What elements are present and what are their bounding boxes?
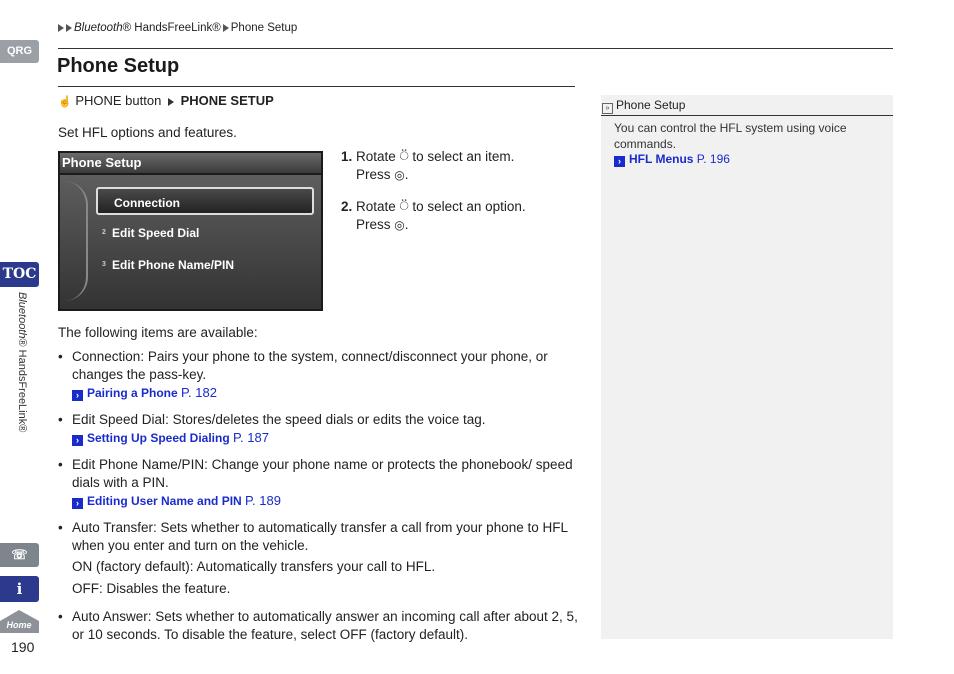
- option-off: [72, 580, 578, 598]
- item-name: Edit Phone Name/PIN: [72, 457, 205, 472]
- note-header: [601, 95, 893, 116]
- link-page[interactable]: P. 196: [696, 152, 730, 166]
- item-desc: , or: [72, 609, 578, 642]
- link-arrow-icon: ›: [72, 498, 83, 509]
- step-text: to select an item.: [412, 149, 515, 164]
- breadcrumb-arrow-icon: [66, 24, 72, 32]
- bullet-icon: •: [58, 349, 63, 364]
- breadcrumb-handsfreelink[interactable]: ® HandsFreeLink®: [122, 22, 221, 34]
- link-arrow-icon: ›: [614, 156, 625, 167]
- note-title: Phone Setup: [616, 98, 686, 112]
- link-hfl-menus[interactable]: [614, 152, 730, 167]
- step-text: Press: [356, 167, 391, 182]
- item-desc: : Sets whether to automatically transfer a call from your phone to HFL when you enter and turn on the vehicle.: [72, 520, 568, 553]
- step-text: Press: [356, 217, 391, 232]
- bullet-icon: •: [58, 609, 63, 624]
- breadcrumb-bluetooth[interactable]: Bluetooth: [74, 22, 123, 34]
- rotate-knob-icon: ⍥: [399, 148, 409, 165]
- page-number: 190: [11, 639, 35, 655]
- press-knob-icon: ◎: [394, 168, 405, 182]
- link-editing-user-name[interactable]: [72, 492, 578, 510]
- path-arrow-icon: [168, 98, 174, 106]
- bullet-icon: •: [58, 412, 63, 427]
- voice-command-icon: ☏: [11, 547, 28, 562]
- item-desc: : Change your phone name or protects the phonebook/ speed dials with a PIN.: [72, 457, 573, 490]
- step-number: 1.: [341, 149, 353, 164]
- link-page[interactable]: P. 189: [245, 493, 281, 508]
- button-path: [58, 93, 274, 108]
- item-name: Auto Answer: [72, 609, 148, 624]
- value: 2: [551, 609, 560, 624]
- press-knob-icon: ◎: [394, 218, 405, 232]
- list-item: [58, 411, 578, 447]
- link-pairing-a-phone[interactable]: [72, 384, 578, 402]
- item-desc: : Sets whether to automatically answer an incoming call after about: [147, 609, 552, 624]
- item-desc: : Stores/deletes the speed dials or edits the voice tag.: [165, 412, 486, 427]
- screen-item-num: 3: [102, 261, 106, 268]
- top-rule: [58, 48, 893, 49]
- link-text[interactable]: Setting Up Speed Dialing: [87, 431, 230, 445]
- title-rule: [58, 86, 575, 87]
- item-name: Auto Transfer: [72, 520, 154, 535]
- link-text[interactable]: Editing User Name and PIN: [87, 494, 242, 508]
- value: 10: [87, 627, 103, 642]
- step-text: Rotate: [356, 199, 396, 214]
- screen-item-num: 2: [102, 229, 106, 236]
- step-text: Rotate: [356, 149, 396, 164]
- info-icon: i: [16, 580, 23, 598]
- value: 5: [566, 609, 575, 624]
- screen-item-edit-phone-name: [96, 251, 314, 279]
- note-text: You can control the HFL system using voice commands.: [614, 121, 847, 151]
- screen-body: [60, 175, 321, 309]
- home-label: Home: [6, 620, 32, 630]
- rotate-knob-icon: ⍥: [399, 198, 409, 215]
- list-item: [58, 348, 578, 402]
- option-on: [72, 558, 578, 576]
- voice-tab[interactable]: [0, 543, 39, 567]
- screen-left-bezel: [64, 181, 88, 301]
- screen-item-label: Connection: [114, 196, 180, 210]
- screen-title: Phone Setup: [60, 153, 321, 173]
- step-number: 2.: [341, 199, 353, 214]
- chapter-vertical-label: [12, 292, 30, 462]
- screen-item-label: Edit Speed Dial: [112, 226, 200, 240]
- home-tab[interactable]: [0, 609, 39, 633]
- screen-item-connection: [96, 187, 314, 215]
- breadcrumb-current: Phone Setup: [230, 22, 298, 34]
- step-1: 1. Rotate ⍥ to select an item. Press ◎.: [341, 148, 515, 182]
- vertical-label-suffix: ® HandsFreeLink®: [16, 338, 28, 433]
- link-page[interactable]: P. 187: [233, 430, 269, 445]
- link-page[interactable]: P. 182: [181, 385, 217, 400]
- option-text: : Disables the feature.: [99, 581, 231, 596]
- item-desc: ,: [559, 609, 567, 624]
- item-desc: : Pairs your phone to the system, connect/disconnect your phone, or changes the pass-key.: [72, 349, 548, 382]
- page-title: Phone Setup: [57, 55, 180, 77]
- option-label: ON: [72, 559, 93, 574]
- link-setting-up-speed-dialing[interactable]: [72, 429, 578, 447]
- link-arrow-icon: ›: [72, 390, 83, 401]
- item-name: Edit Speed Dial: [72, 412, 166, 427]
- step-text: to select an option.: [412, 199, 526, 214]
- home-icon: [0, 609, 39, 633]
- list-item: [58, 519, 578, 598]
- bullet-icon: •: [58, 520, 63, 535]
- sidebar-note: [601, 95, 893, 639]
- link-arrow-icon: ›: [72, 435, 83, 446]
- screen-item-label: Edit Phone Name/PIN: [112, 258, 235, 272]
- hand-press-icon: ☝: [58, 96, 72, 108]
- list-item: [58, 608, 578, 644]
- path-step2: PHONE SETUP: [180, 93, 274, 108]
- bullet-icon: •: [58, 457, 63, 472]
- phone-setup-screen: [58, 151, 323, 311]
- option-label: OFF: [72, 581, 99, 596]
- screen-item-edit-speed-dial: [96, 219, 314, 247]
- option-text: (factory default): Automatically transfers your call to HFL.: [92, 559, 436, 574]
- path-step1: PHONE button: [75, 93, 162, 108]
- intro-text: Set HFL options and features.: [58, 125, 237, 140]
- list-item: [58, 456, 578, 510]
- vertical-label-bluetooth: Bluetooth: [16, 292, 28, 339]
- item-desc: seconds. To disable the feature, select: [102, 627, 340, 642]
- link-text[interactable]: HFL Menus: [629, 152, 694, 166]
- breadcrumb-arrow-icon: [223, 24, 229, 32]
- toc-tab[interactable]: TOC: [0, 262, 39, 287]
- breadcrumb: [58, 22, 297, 34]
- step-2: 2. Rotate ⍥ to select an option. Press ◎.: [341, 198, 526, 232]
- breadcrumb-arrow-icon: [58, 24, 64, 32]
- available-intro: The following items are available:: [58, 325, 258, 340]
- item-desc: (factory default).: [366, 627, 468, 642]
- item-name: Connection: [72, 349, 141, 364]
- note-arrow-icon: »: [602, 103, 613, 114]
- qrg-tab[interactable]: QRG: [0, 40, 39, 63]
- info-tab[interactable]: [0, 576, 39, 602]
- value: OFF: [339, 627, 367, 642]
- link-text[interactable]: Pairing a Phone: [87, 386, 178, 400]
